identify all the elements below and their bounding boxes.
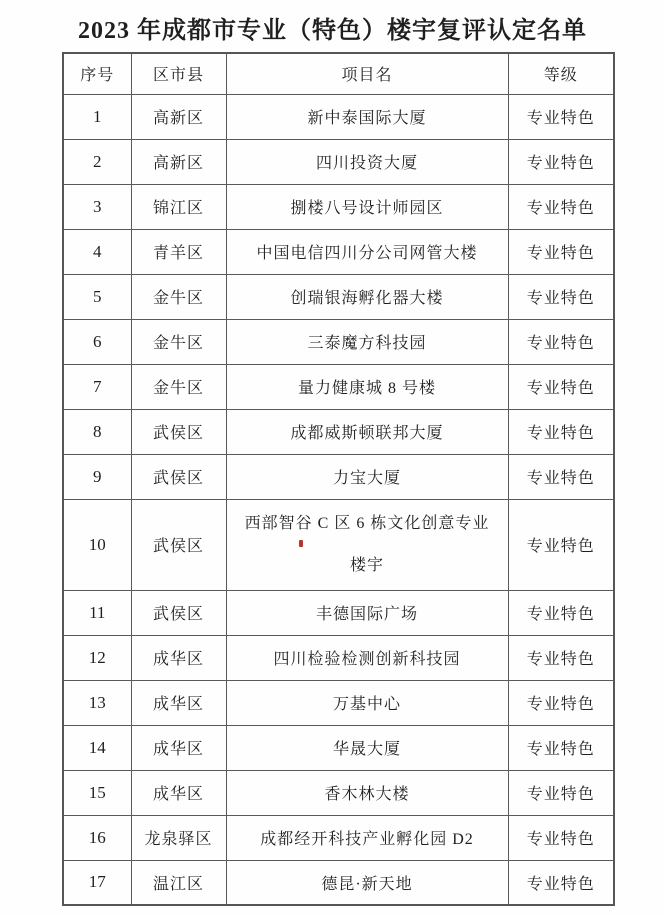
cell-no: 14 [63,725,131,770]
cell-project: 成都威斯顿联邦大厦 [226,409,508,454]
cell-grade: 专业特色 [508,499,614,590]
cell-district: 成华区 [131,680,226,725]
table-row [63,725,614,770]
red-mark-artifact [299,540,303,547]
header-district: 区市县 [131,53,226,94]
table-row [63,184,614,229]
table-row [63,409,614,454]
cell-grade: 专业特色 [508,680,614,725]
cell-no: 7 [63,364,131,409]
cell-project: 德昆·新天地 [226,860,508,905]
table-row [63,860,614,905]
cell-project: 成都经开科技产业孵化园 D2 [226,815,508,860]
cell-no: 5 [63,274,131,319]
cell-grade: 专业特色 [508,770,614,815]
cell-district: 龙泉驿区 [131,815,226,860]
cell-grade: 专业特色 [508,454,614,499]
cell-project: 西部智谷 C 区 6 栋文化创意专业楼宇 [226,499,508,590]
cell-grade: 专业特色 [508,184,614,229]
cell-grade: 专业特色 [508,274,614,319]
cell-grade: 专业特色 [508,94,614,139]
cell-district: 武侯区 [131,590,226,635]
cell-project: 香木林大楼 [226,770,508,815]
table-row [63,364,614,409]
cell-no: 16 [63,815,131,860]
table-row [63,139,614,184]
cell-project: 捌楼八号设计师园区 [226,184,508,229]
table-row [63,770,614,815]
cell-district: 武侯区 [131,454,226,499]
cell-no: 10 [63,499,131,590]
cell-project: 丰德国际广场 [226,590,508,635]
cell-district: 温江区 [131,860,226,905]
cell-project: 创瑞银海孵化器大楼 [226,274,508,319]
cell-grade: 专业特色 [508,860,614,905]
cell-grade: 专业特色 [508,229,614,274]
cell-no: 15 [63,770,131,815]
cell-district: 武侯区 [131,499,226,590]
table-row [63,499,614,590]
cell-project: 四川投资大厦 [226,139,508,184]
table-row [63,319,614,364]
cell-no: 9 [63,454,131,499]
cell-no: 4 [63,229,131,274]
cell-no: 8 [63,409,131,454]
cell-project: 新中泰国际大厦 [226,94,508,139]
cell-no: 1 [63,94,131,139]
cell-district: 成华区 [131,635,226,680]
cell-project: 量力健康城 8 号楼 [226,364,508,409]
cell-project: 四川检验检测创新科技园 [226,635,508,680]
cell-district: 成华区 [131,770,226,815]
cell-no: 13 [63,680,131,725]
table-row [63,680,614,725]
cell-project: 华晟大厦 [226,725,508,770]
cell-project: 力宝大厦 [226,454,508,499]
table-header-row [63,53,614,94]
cell-grade: 专业特色 [508,319,614,364]
cell-district: 金牛区 [131,319,226,364]
table-row [63,635,614,680]
table-row [63,94,614,139]
table-row [63,454,614,499]
cell-district: 青羊区 [131,229,226,274]
cell-district: 高新区 [131,94,226,139]
cell-district: 武侯区 [131,409,226,454]
header-project: 项目名 [226,53,508,94]
header-grade: 等级 [508,53,614,94]
cell-grade: 专业特色 [508,725,614,770]
cell-grade: 专业特色 [508,364,614,409]
cell-project: 中国电信四川分公司网管大楼 [226,229,508,274]
cell-no: 3 [63,184,131,229]
buildings-table [62,52,615,906]
header-no: 序号 [63,53,131,94]
cell-grade: 专业特色 [508,815,614,860]
cell-grade: 专业特色 [508,139,614,184]
cell-project: 万基中心 [226,680,508,725]
table-row [63,815,614,860]
table-row [63,229,614,274]
cell-district: 成华区 [131,725,226,770]
cell-district: 金牛区 [131,364,226,409]
cell-grade: 专业特色 [508,635,614,680]
cell-district: 金牛区 [131,274,226,319]
table-row [63,590,614,635]
cell-no: 17 [63,860,131,905]
table-row [63,274,614,319]
cell-project: 三泰魔方科技园 [226,319,508,364]
cell-no: 2 [63,139,131,184]
cell-no: 12 [63,635,131,680]
cell-district: 高新区 [131,139,226,184]
document-title: 2023 年成都市专业（特色）楼宇复评认定名单 [78,18,587,44]
cell-district: 锦江区 [131,184,226,229]
cell-no: 11 [63,590,131,635]
cell-grade: 专业特色 [508,590,614,635]
cell-no: 6 [63,319,131,364]
cell-grade: 专业特色 [508,409,614,454]
